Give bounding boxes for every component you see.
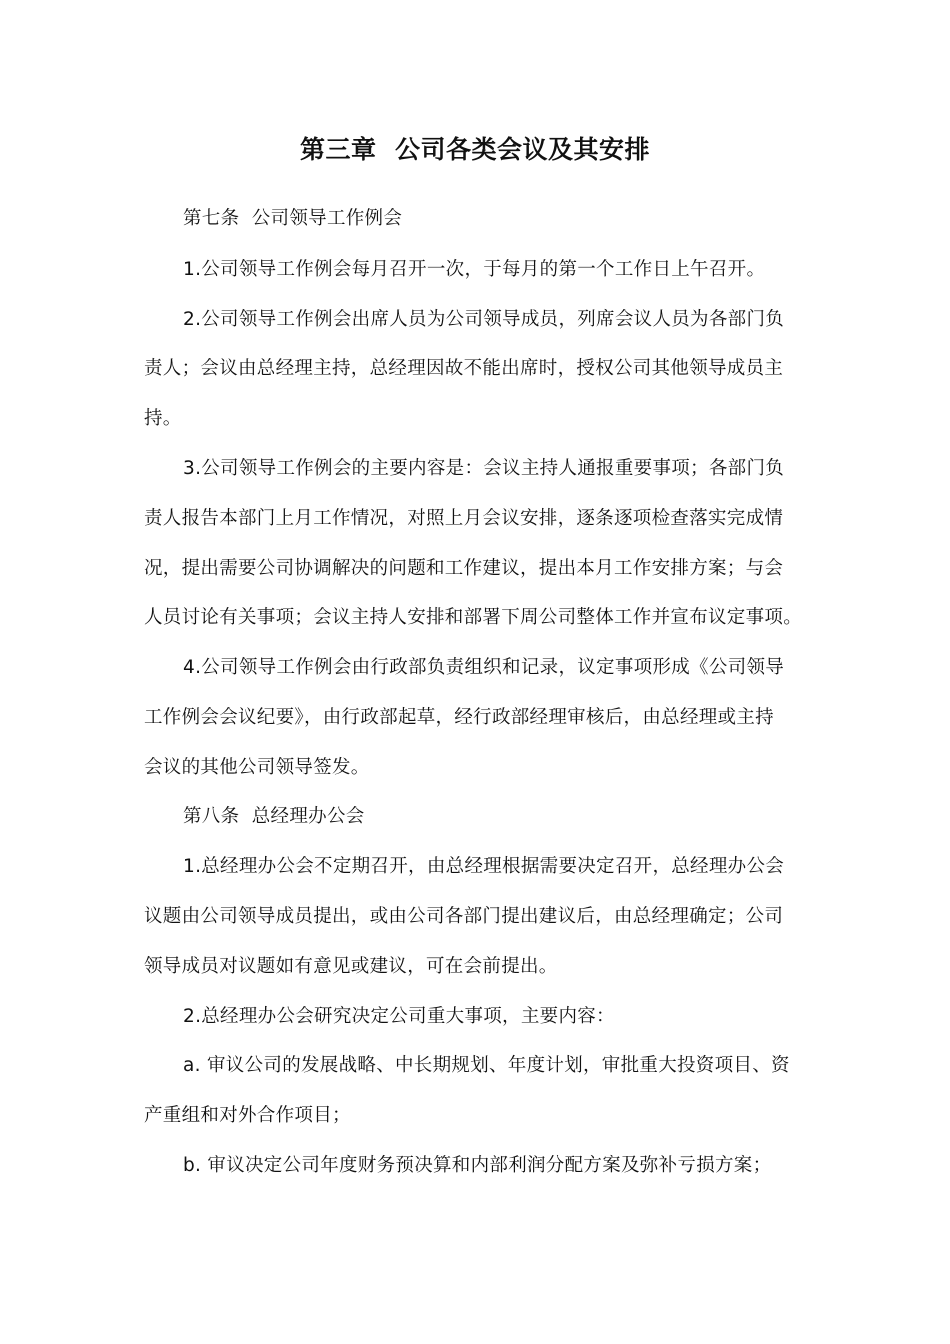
paragraph-line: 产重组和对外合作项目；	[144, 1105, 351, 1126]
paragraph-line: 人员讨论有关事项；会议主持人安排和部署下周公司整体工作并宣布议定事项。	[144, 607, 803, 628]
paragraph-line: 工作例会会议纪要》，由行政部起草，经行政部经理审核后，由总经理或主持	[144, 707, 774, 728]
paragraph-line: 1.公司领导工作例会每月召开一次，于每月的第一个工作日上午召开。	[183, 259, 766, 280]
article-heading: 第七条 公司领导工作例会	[183, 208, 403, 229]
paragraph-line: 责人报告本部门上月工作情况，对照上月会议安排，逐条逐项检查落实完成情	[144, 508, 784, 529]
paragraph-line: 2.公司领导工作例会出席人员为公司领导成员，列席会议人员为各部门负	[183, 309, 785, 330]
paragraph-line: 4.公司领导工作例会由行政部负责组织和记录，议定事项形成《公司领导	[183, 657, 785, 678]
paragraph-line: 1.总经理办公会不定期召开，由总经理根据需要决定召开，总经理办公会	[183, 856, 785, 877]
paragraph-line: 3.公司领导工作例会的主要内容是：会议主持人通报重要事项；各部门负	[183, 458, 785, 479]
page-title: 第三章 公司各类会议及其安排	[300, 135, 650, 164]
article-heading: 第八条 总经理办公会	[183, 806, 365, 827]
paragraph-line: 持。	[144, 408, 182, 429]
paragraph-line: 责人；会议由总经理主持，总经理因故不能出席时，授权公司其他领导成员主	[144, 358, 784, 379]
paragraph-line: 况，提出需要公司协调解决的问题和工作建议，提出本月工作安排方案；与会	[144, 558, 784, 579]
paragraph-line: 会议的其他公司领导签发。	[144, 757, 370, 778]
paragraph-line: 议题由公司领导成员提出，或由公司各部门提出建议后，由总经理确定；公司	[144, 906, 784, 927]
paragraph-line: b. 审议决定公司年度财务预决算和内部利润分配方案及弥补亏损方案；	[183, 1155, 772, 1176]
paragraph-line: 2.总经理办公会研究决定公司重大事项，主要内容：	[183, 1006, 615, 1027]
paragraph-line: a. 审议公司的发展战略、中长期规划、年度计划，审批重大投资项目、资	[183, 1055, 790, 1076]
paragraph-line: 领导成员对议题如有意见或建议，可在会前提出。	[144, 956, 558, 977]
